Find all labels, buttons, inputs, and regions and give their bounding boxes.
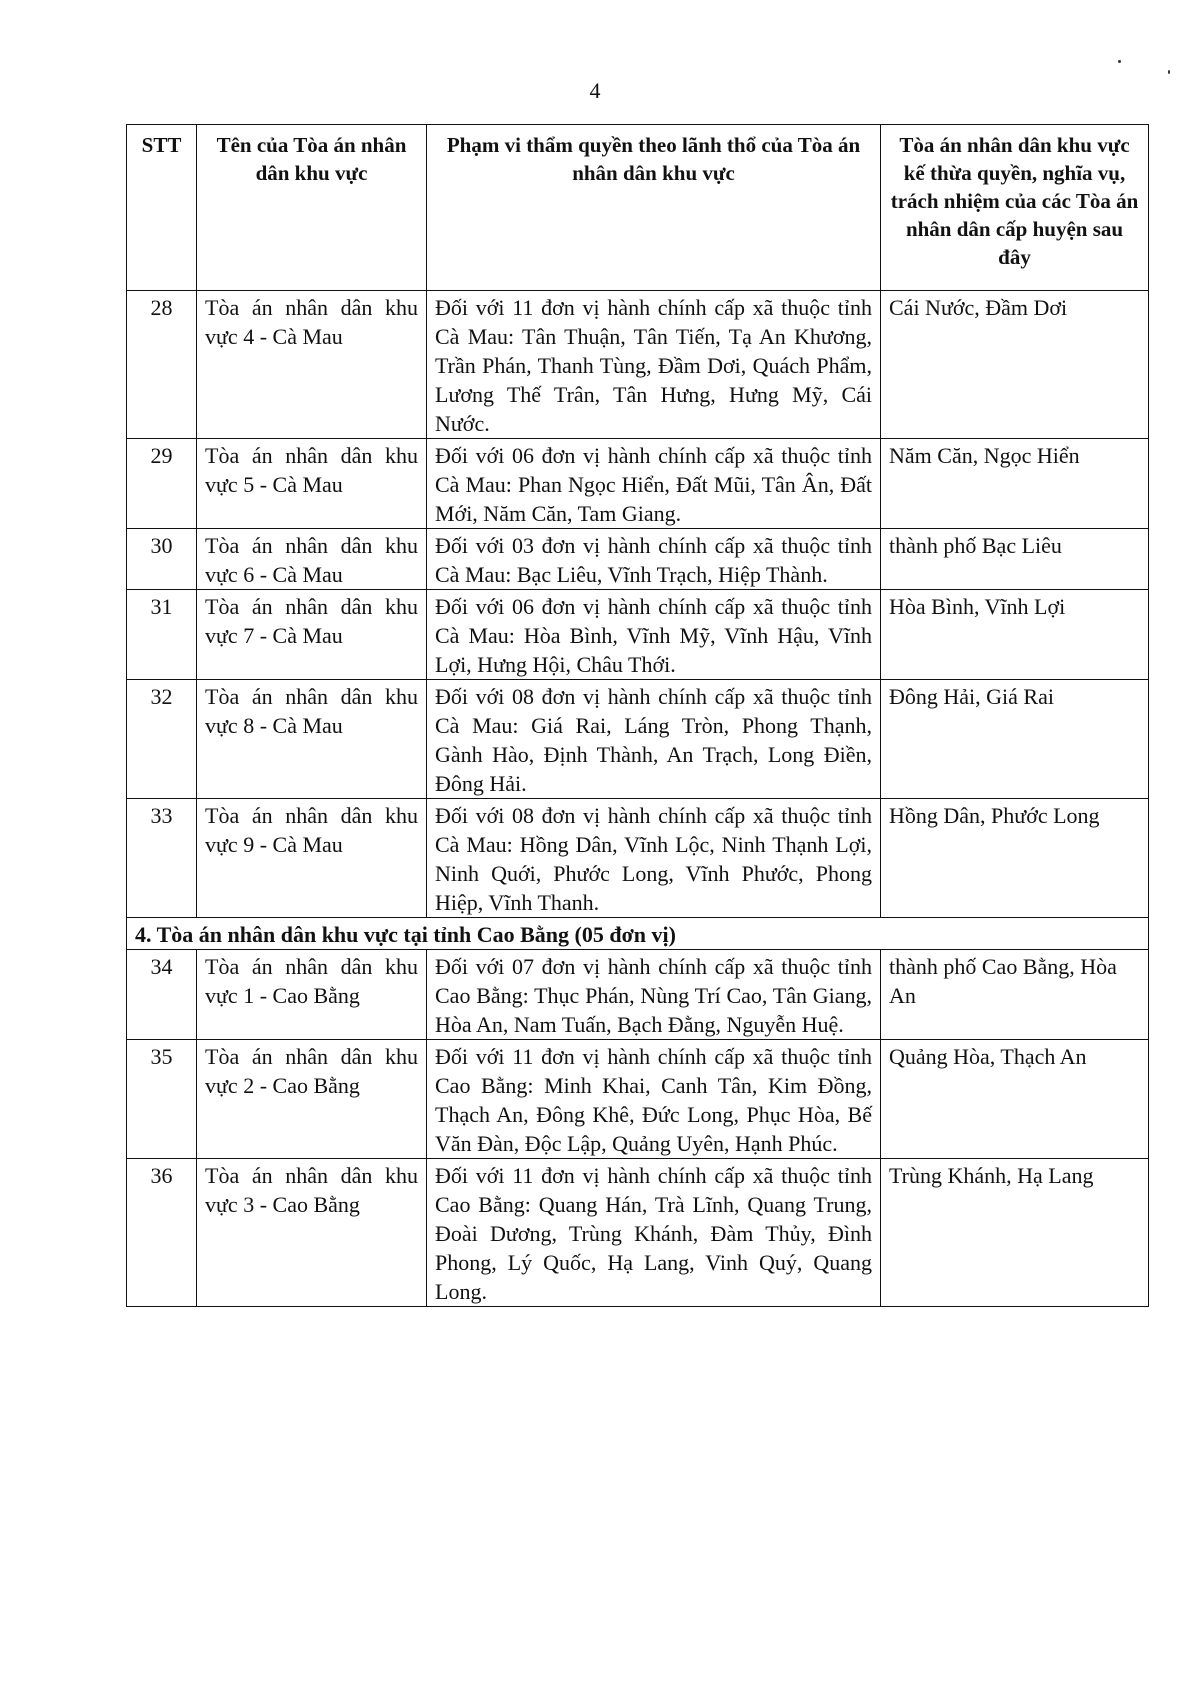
section-heading-cao-bang: 4. Tòa án nhân dân khu vực tại tỉnh Cao Bằng (05 đơn vị) — [127, 918, 1149, 950]
row-scope: Đối với 08 đơn vị hành chính cấp xã thuộc tỉnh Cà Mau: Giá Rai, Láng Tròn, Phong Thạnh, Gành Hào, Định Thành, An Trạch, Long Điền, Đông Hải. — [427, 680, 881, 799]
section-row — [127, 918, 1149, 950]
header-successor: Tòa án nhân dân khu vực kế thừa quyền, nghĩa vụ, trách nhiệm của các Tòa án nhân dân cấp huyện sau đây — [881, 125, 1149, 291]
row-stt: 33 — [127, 799, 197, 918]
court-jurisdiction-table — [126, 124, 1149, 1307]
table-row — [127, 950, 1149, 1040]
table-row — [127, 439, 1149, 529]
row-scope: Đối với 03 đơn vị hành chính cấp xã thuộc tỉnh Cà Mau: Bạc Liêu, Vĩnh Trạch, Hiệp Thành. — [427, 529, 881, 590]
row-stt: 34 — [127, 950, 197, 1040]
row-scope: Đối với 06 đơn vị hành chính cấp xã thuộc tỉnh Cà Mau: Hòa Bình, Vĩnh Mỹ, Vĩnh Hậu, Vĩnh Lợi, Hưng Hội, Châu Thới. — [427, 590, 881, 680]
row-court-name: Tòa án nhân dân khu vực 8 - Cà Mau — [197, 680, 427, 799]
row-scope: Đối với 07 đơn vị hành chính cấp xã thuộc tỉnh Cao Bằng: Thục Phán, Nùng Trí Cao, Tân Giang, Hòa An, Nam Tuấn, Bạch Đằng, Nguyễn Huệ. — [427, 950, 881, 1040]
row-scope: Đối với 11 đơn vị hành chính cấp xã thuộc tỉnh Cao Bằng: Minh Khai, Canh Tân, Kim Đồng, Thạch An, Đông Khê, Đức Long, Phục Hòa, Bế Văn Đàn, Độc Lập, Quảng Uyên, Hạnh Phúc. — [427, 1040, 881, 1159]
row-successor: Trùng Khánh, Hạ Lang — [881, 1159, 1149, 1307]
row-scope: Đối với 11 đơn vị hành chính cấp xã thuộc tỉnh Cao Bằng: Quang Hán, Trà Lĩnh, Quang Trung, Đoài Dương, Trùng Khánh, Đàm Thủy, Đình Phong, Lý Quốc, Hạ Lang, Vinh Quý, Quang Long. — [427, 1159, 881, 1307]
row-stt: 29 — [127, 439, 197, 529]
row-stt: 28 — [127, 291, 197, 439]
row-court-name: Tòa án nhân dân khu vực 6 - Cà Mau — [197, 529, 427, 590]
row-stt: 31 — [127, 590, 197, 680]
table-row — [127, 1159, 1149, 1307]
row-successor: thành phố Bạc Liêu — [881, 529, 1149, 590]
table-row — [127, 680, 1149, 799]
row-court-name: Tòa án nhân dân khu vực 5 - Cà Mau — [197, 439, 427, 529]
row-court-name: Tòa án nhân dân khu vực 2 - Cao Bằng — [197, 1040, 427, 1159]
row-court-name: Tòa án nhân dân khu vực 9 - Cà Mau — [197, 799, 427, 918]
row-stt: 36 — [127, 1159, 197, 1307]
row-stt: 30 — [127, 529, 197, 590]
row-successor: Hồng Dân, Phước Long — [881, 799, 1149, 918]
row-successor: Cái Nước, Đầm Dơi — [881, 291, 1149, 439]
header-stt: STT — [127, 125, 197, 291]
table-row — [127, 590, 1149, 680]
scan-speck — [1118, 60, 1121, 63]
row-successor: thành phố Cao Bằng, Hòa An — [881, 950, 1149, 1040]
row-scope: Đối với 11 đơn vị hành chính cấp xã thuộc tỉnh Cà Mau: Tân Thuận, Tân Tiến, Tạ An Khương, Trần Phán, Thanh Tùng, Đầm Dơi, Quách Phẩm, Lương Thế Trân, Tân Hưng, Hưng Mỹ, Cái Nước. — [427, 291, 881, 439]
table-row — [127, 291, 1149, 439]
header-court-name: Tên của Tòa án nhân dân khu vực — [197, 125, 427, 291]
row-stt: 32 — [127, 680, 197, 799]
row-court-name: Tòa án nhân dân khu vực 3 - Cao Bằng — [197, 1159, 427, 1307]
row-successor: Năm Căn, Ngọc Hiển — [881, 439, 1149, 529]
row-court-name: Tòa án nhân dân khu vực 4 - Cà Mau — [197, 291, 427, 439]
row-stt: 35 — [127, 1040, 197, 1159]
row-court-name: Tòa án nhân dân khu vực 1 - Cao Bằng — [197, 950, 427, 1040]
scan-speck — [1168, 70, 1170, 74]
row-court-name: Tòa án nhân dân khu vực 7 - Cà Mau — [197, 590, 427, 680]
table-row — [127, 799, 1149, 918]
table-row — [127, 1040, 1149, 1159]
row-scope: Đối với 08 đơn vị hành chính cấp xã thuộc tỉnh Cà Mau: Hồng Dân, Vĩnh Lộc, Ninh Thạnh Lợi, Ninh Quới, Phước Long, Vĩnh Phước, Phong Hiệp, Vĩnh Thanh. — [427, 799, 881, 918]
table-row — [127, 529, 1149, 590]
row-successor: Hòa Bình, Vĩnh Lợi — [881, 590, 1149, 680]
row-scope: Đối với 06 đơn vị hành chính cấp xã thuộc tỉnh Cà Mau: Phan Ngọc Hiển, Đất Mũi, Tân Ân, Đất Mới, Năm Căn, Tam Giang. — [427, 439, 881, 529]
row-successor: Đông Hải, Giá Rai — [881, 680, 1149, 799]
page-number: 4 — [589, 78, 601, 103]
table-header-row — [127, 125, 1149, 291]
row-successor: Quảng Hòa, Thạch An — [881, 1040, 1149, 1159]
header-scope: Phạm vi thẩm quyền theo lãnh thổ của Tòa án nhân dân khu vực — [427, 125, 881, 291]
